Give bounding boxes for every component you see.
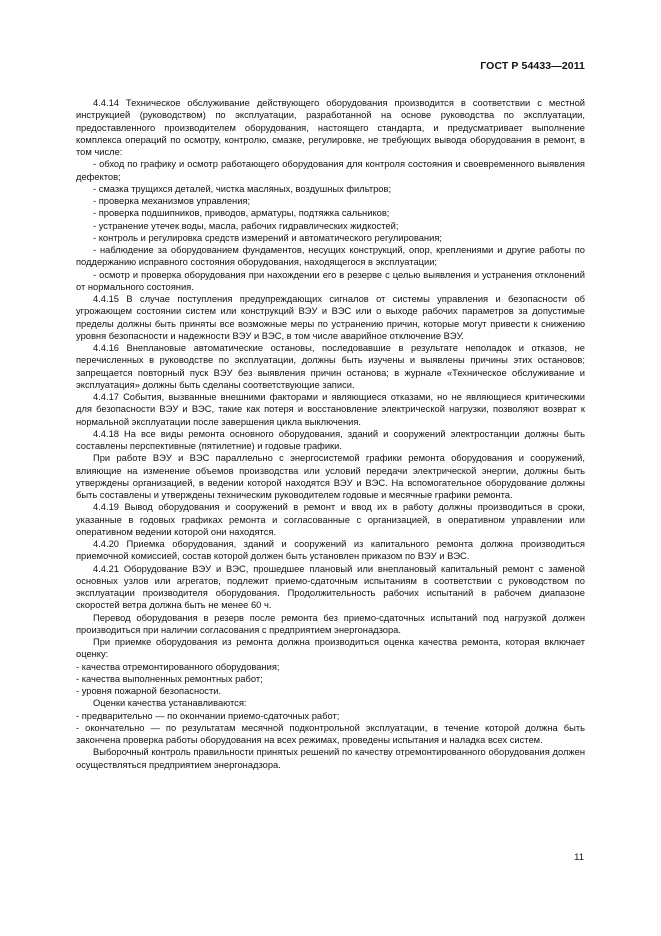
paragraph: При приемке оборудования из ремонта должна производиться оценка качества ремонта, которая включает оценку: [76,637,585,660]
list-item: - контроль и регулировка средств измерений и автоматического регулирования; [93,232,442,243]
paragraph: Оценки качества устанавливаются: [93,698,247,709]
paragraph-4-4-15: 4.4.15 В случае поступления предупреждающих сигналов от системы управления и безопасности об угрожающем состоянии систем или конструкций ВЭУ и ВЭС или о выходе рабочих параметров за допустимые пределы должны быть приняты все возможные меры по устранению причин, которые могут привести к снижению уровня безопасности и надежности ВЭУ и ВЭС, в том числе аварийное отключение ВЭУ. [76,294,585,341]
list-item: - наблюдение за оборудованием фундаментов, несущих конструкций, опор, креплениями и другие работы по поддержанию исправного состояния оборудования, находящегося в эксплуатации; [76,245,585,268]
list-item: - уровня пожарной безопасности. [76,686,222,696]
list-item: - проверка подшипников, приводов, арматуры, подтяжка сальников; [93,208,390,219]
paragraph-4-4-20: 4.4.20 Приемка оборудования, зданий и сооружений из капитального ремонта должна производиться приемочной комиссией, состав которой должен быть установлен приказом по ВЭУ и ВЭС. [76,539,585,562]
document-body [76,97,585,771]
paragraph-4-4-16: 4.4.16 Внеплановые автоматические остановы, последовавшие в результате неполадок и отказов, не перечисленных в руководстве по эксплуатации, должны быть изучены и выявлены причины этих остановов; запрещается повторный пуск ВЭУ без выявления причин останова; в журнале «Техническое обслуживание и эксплуатация» должны быть сделаны соответствующие записи. [76,343,585,390]
paragraph-4-4-21: 4.4.21 Оборудование ВЭУ и ВЭС, прошедшее плановый или внеплановый капитальный ремонт с заменой основных узлов или агрегатов, подлежит приемо-сдаточным испытаниям в соответствии с руководством по эксплуатации производителя оборудования. Продолжительность рабочих испытаний в рабочем диапазоне скоростей ветра должна быть не менее 60 ч. [76,563,585,611]
standard-header: ГОСТ Р 54433—2011 [480,60,585,72]
list-item: - обход по графику и осмотр работающего оборудования для контроля состояния и своевременного выявления дефектов; [76,159,585,182]
paragraph: При работе ВЭУ и ВЭС параллельно с энергосистемой графики ремонта оборудования и сооружений, влияющие на изменение объемов производства или условий передачи электрической энергии, должны быть утверждены организацией, в ведении которой находятся ВЭУ и ВЭС. На вспомогательное оборудование должны быть составлены и утверждены техническим руководителем годовые и месячные графики ремонта. [76,453,585,500]
paragraph-4-4-18: 4.4.18 На все виды ремонта основного оборудования, зданий и сооружений электростанции должны быть составлены перспективные (пятилетние) и годовые графики. [76,428,585,451]
paragraph-4-4-19: 4.4.19 Вывод оборудования и сооружений в ремонт и ввод их в работу должны производиться в сроки, указанные в годовых графиках ремонта и согласованные с организацией, в оперативном управлении или оперативном ведении которой они находятся. [76,502,585,537]
list-item: - устранение утечек воды, масла, рабочих гидравлических жидкостей; [93,220,399,231]
page-number: 11 [574,852,584,863]
list-item: - предварительно — по окончании приемо-сдаточных работ; [76,710,340,721]
paragraph-4-4-17: 4.4.17 События, вызванные внешними факторами и являющиеся отказами, но не являющиеся критическими для безопасности ВЭУ и ВЭС, такие как потеря и восстановление электрической нагрузки, позволяют возврат к нормальной эксплуатации после завершения цикла выключения. [76,392,585,427]
list-item: - смазка трущихся деталей, чистка масляных, воздушных фильтров; [93,183,392,194]
list-item: - качества отремонтированного оборудования; [76,661,280,672]
list-item: - качества выполненных ремонтных работ; [76,673,263,684]
paragraph-4-4-14: 4.4.14 Техническое обслуживание действующего оборудования производится в соответствии с местной инструкцией (руководством) по эксплуатации, разработанной на основе руководства по эксплуатации, предоставленного производителем оборудования, настоящего стандарта, и предусматривает выполнение комплекса операций по осмотру, контролю, смазке, регулировке, не требующих вывода оборудования в ремонт, в том числе: [76,98,585,157]
paragraph: Выборочный контроль правильности принятых решений по качеству отремонтированного оборудования должен осуществляться предприятием энергонадзора. [76,747,585,770]
list-item: - окончательно — по результатам месячной подконтрольной эксплуатации, в течение которой должна быть закончена проверка работы оборудования на всех режимах, проведены испытания и наладка всех систем. [76,722,585,745]
list-item: - проверка механизмов управления; [93,196,251,206]
paragraph: Перевод оборудования в резерв после ремонта без приемо-сдаточных испытаний под нагрузкой должен производиться при наличии согласования с предприятием энергонадзора. [76,612,585,635]
list-item: - осмотр и проверка оборудования при нахождении его в резерве с целью выявления и устранения отклонений от нормального состояния. [76,269,585,292]
